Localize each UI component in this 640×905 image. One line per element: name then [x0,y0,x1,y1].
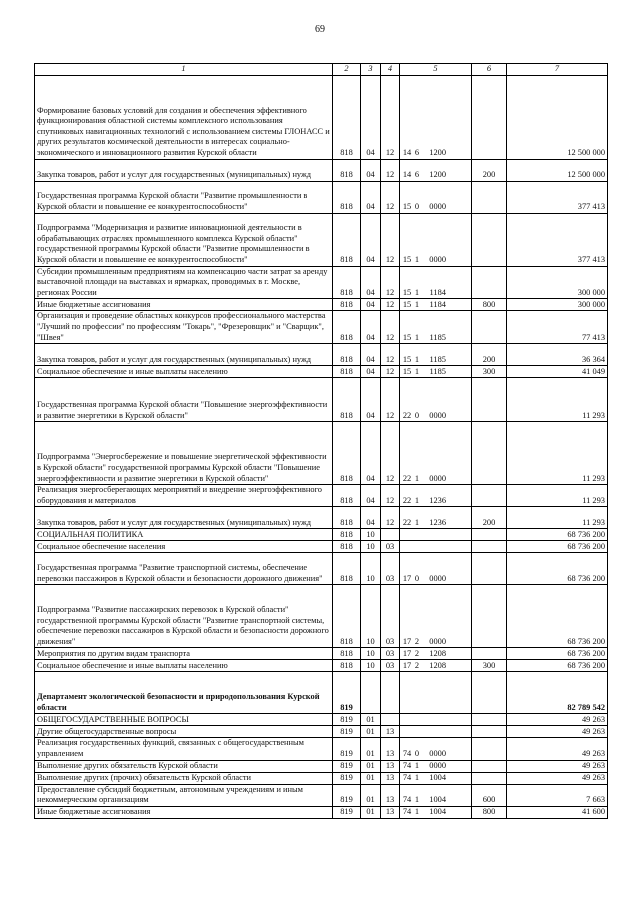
section-code: 04 [361,344,381,366]
expense-type-code [472,726,507,738]
subprogram-code: 1 [414,517,420,527]
amount: 12 500 000 [507,159,608,181]
direction-code: 0000 [429,202,446,211]
row-name: Закупка товаров, работ и услуг для государственных (муниципальных) нужд [35,507,333,529]
program-code: 17 [402,648,412,658]
table-row [35,772,608,784]
program-code: 22 [402,410,412,420]
amount: 11 293 [507,485,608,507]
admin-code: 819 [333,784,361,806]
subsection-code: 12 [381,378,400,422]
admin-code: 818 [333,529,361,541]
subprogram-code: 0 [414,410,420,420]
table-row [35,541,608,553]
admin-code: 818 [333,213,361,266]
section-code: 04 [361,485,381,507]
target-article-code [400,672,472,714]
amount: 68 736 200 [507,541,608,553]
admin-code: 818 [333,541,361,553]
program-code: 17 [402,573,412,583]
program-code: 15 [402,255,412,264]
target-article-code [400,760,472,772]
admin-code: 819 [333,726,361,738]
amount: 7 663 [507,784,608,806]
admin-code: 819 [333,806,361,818]
direction-code: 1200 [429,148,446,157]
table-row [35,485,608,507]
subprogram-code: 1 [414,473,420,483]
row-name: Выполнение других (прочих) обязательств Курской области [35,772,333,784]
admin-code: 818 [333,266,361,299]
section-code: 10 [361,585,381,648]
amount: 68 736 200 [507,553,608,585]
row-name: Подпрограмма "Энергосбережение и повышение энергетической эффективности в Курской области" государственной программы Курской области "Повышение энергоэффективности и развитие энергетики в Курской области" [35,422,333,485]
column-header: 2 [333,64,361,76]
target-article-code [400,784,472,806]
row-name: ОБЩЕГОСУДАРСТВЕННЫЕ ВОПРОСЫ [35,714,333,726]
section-code: 04 [361,159,381,181]
table-row [35,726,608,738]
row-name: Предоставление субсидий бюджетным, автономным учреждениям и иным некоммерческим организациям [35,784,333,806]
admin-code: 818 [333,366,361,378]
expense-type-code [472,422,507,485]
amount: 11 293 [507,507,608,529]
amount: 68 736 200 [507,585,608,648]
column-header: 1 [35,64,333,76]
table-row [35,75,608,159]
row-name: Иные бюджетные ассигнования [35,806,333,818]
admin-code: 818 [333,507,361,529]
admin-code: 818 [333,660,361,672]
admin-code: 818 [333,344,361,366]
subprogram-code: 1 [414,332,420,342]
direction-code: 1004 [429,807,446,817]
target-article-code [400,213,472,266]
section-code: 10 [361,648,381,660]
row-name: Государственная программа Курской области "Развитие промышленности в Курской области и повышение ее конкурентоспособности" [35,181,333,213]
row-name: Другие общегосударственные вопросы [35,726,333,738]
row-name: СОЦИАЛЬНАЯ ПОЛИТИКА [35,529,333,541]
amount: 11 293 [507,422,608,485]
target-article-code [400,648,472,660]
subprogram-code: 1 [414,287,420,297]
direction-code: 1004 [429,772,446,782]
subsection-code: 12 [381,485,400,507]
expense-type-code [472,760,507,772]
subsection-code: 13 [381,760,400,772]
row-name: Реализация государственных функций, связанных с общегосударственным управлением [35,738,333,760]
section-code: 04 [361,75,381,159]
subprogram-code: 1 [414,760,420,770]
program-code: 15 [402,299,412,309]
amount: 49 263 [507,738,608,760]
admin-code: 818 [333,299,361,311]
subprogram-code: 1 [414,495,420,505]
section-code: 01 [361,726,381,738]
table-row [35,507,608,529]
expense-type-code [472,772,507,784]
section-code: 04 [361,507,381,529]
amount: 49 263 [507,726,608,738]
expense-type-code [472,529,507,541]
subprogram-code: 1 [414,795,420,805]
subprogram-code: 0 [414,748,420,758]
section-code: 01 [361,738,381,760]
admin-code: 818 [333,378,361,422]
admin-code: 818 [333,311,361,344]
subprogram-code: 1 [414,354,420,364]
subsection-code: 12 [381,366,400,378]
direction-code: 0000 [429,573,446,583]
page-number: 69 [315,24,325,35]
direction-code: 0000 [429,636,446,646]
subsection-code: 13 [381,772,400,784]
row-name: Организация и проведение областных конкурсов профессионального мастерства "Лучший по профессии" по профессиям "Токарь", "Фрезеровщик" и "Сварщик", "Швея" [35,311,333,344]
subsection-code: 12 [381,507,400,529]
subprogram-code: 1 [414,772,420,782]
admin-code: 819 [333,760,361,772]
direction-code: 1185 [429,366,446,376]
row-name: Формирование базовых условий для создания и обеспечения эффективного функционирования областной системы комплексного использования спутниковых навигационных технологий с использованием системы ГЛОНАСС и других результатов космической деятельности в интересах социально-экономического и инновационного развития Курской области [35,75,333,159]
subprogram-code: 6 [414,170,420,179]
table-row [35,714,608,726]
table-row [35,760,608,772]
section-code: 10 [361,529,381,541]
subsection-code: 12 [381,75,400,159]
expense-type-code: 600 [472,784,507,806]
expense-type-code [472,672,507,714]
direction-code: 1185 [429,332,446,342]
target-article-code [400,714,472,726]
subsection-code [381,529,400,541]
admin-code: 819 [333,714,361,726]
target-article-code [400,507,472,529]
expense-type-code [472,485,507,507]
expense-type-code [472,553,507,585]
subsection-code: 13 [381,806,400,818]
row-name: Государственная программа Курской области "Повышение энергоэффективности и развитие энергетики в Курской области" [35,378,333,422]
subprogram-code: 0 [414,202,420,211]
row-name: Подпрограмма "Модернизация и развитие инновационной деятельности в обрабатывающих отраслях промышленного комплекса Курской области" государственной программы Курской области "Развитие промышленности в Курской области и повышение ее конкурентоспособности" [35,213,333,266]
section-code [361,672,381,714]
subsection-code: 12 [381,213,400,266]
table-row [35,660,608,672]
amount: 377 413 [507,181,608,213]
target-article-code [400,772,472,784]
table-row [35,784,608,806]
program-code: 74 [402,807,412,817]
target-article-code [400,181,472,213]
section-code: 04 [361,422,381,485]
direction-code: 0000 [429,760,446,770]
table-row [35,648,608,660]
section-code: 01 [361,760,381,772]
program-code: 22 [402,473,412,483]
program-code: 15 [402,287,412,297]
subprogram-code: 1 [414,366,420,376]
target-article-code [400,541,472,553]
program-code: 74 [402,760,412,770]
target-article-code [400,311,472,344]
target-article-code [400,806,472,818]
target-article-code [400,366,472,378]
column-header: 5 [400,64,472,76]
row-name: Государственная программа "Развитие транспортной системы, обеспечение перевозки пассажиров в Курской области и безопасности дорожного движения" [35,553,333,585]
amount: 77 413 [507,311,608,344]
admin-code: 819 [333,738,361,760]
expense-type-code [472,714,507,726]
row-name: Подпрограмма "Развитие пассажирских перевозок в Курской области" государственной программы Курской области "Развитие транспортной системы, обеспечение перевозки пассажиров в Курской области и безопасности дорожного движения" [35,585,333,648]
amount: 82 789 542 [507,672,608,714]
expense-type-code: 200 [472,507,507,529]
program-code: 17 [402,660,412,670]
expense-type-code [472,213,507,266]
section-code: 01 [361,784,381,806]
program-code: 74 [402,795,412,805]
row-name: Мероприятия по другим видам транспорта [35,648,333,660]
direction-code: 1236 [429,495,446,505]
target-article-code [400,422,472,485]
direction-code: 1208 [429,660,446,670]
program-code: 22 [402,495,412,505]
table-row [35,529,608,541]
target-article-code [400,585,472,648]
row-name: Закупка товаров, работ и услуг для государственных (муниципальных) нужд [35,344,333,366]
amount: 11 293 [507,378,608,422]
section-code: 01 [361,806,381,818]
subsection-code: 12 [381,344,400,366]
amount: 68 736 200 [507,648,608,660]
target-article-code [400,660,472,672]
target-article-code [400,726,472,738]
table-header-row [35,64,608,76]
subsection-code: 03 [381,648,400,660]
target-article-code [400,75,472,159]
section-code: 04 [361,181,381,213]
budget-table [34,63,608,819]
amount: 41 600 [507,806,608,818]
program-code: 14 [402,170,412,179]
subsection-code: 13 [381,784,400,806]
admin-code: 819 [333,672,361,714]
expense-type-code [472,378,507,422]
subprogram-code: 6 [414,148,420,157]
section-code: 04 [361,299,381,311]
direction-code: 1236 [429,517,446,527]
subsection-code: 03 [381,553,400,585]
table-row [35,553,608,585]
row-name: Реализация энергосберегающих мероприятий и внедрение энергоэффективного оборудования и материалов [35,485,333,507]
program-code: 22 [402,517,412,527]
section-code: 04 [361,366,381,378]
subprogram-code: 1 [414,807,420,817]
expense-type-code: 300 [472,366,507,378]
expense-type-code [472,648,507,660]
subsection-code: 03 [381,585,400,648]
table-row [35,311,608,344]
table-row [35,159,608,181]
amount: 41 049 [507,366,608,378]
subsection-code [381,714,400,726]
subprogram-code: 2 [414,648,420,658]
admin-code: 819 [333,772,361,784]
expense-type-code [472,311,507,344]
table-row [35,806,608,818]
expense-type-code [472,266,507,299]
section-code: 04 [361,213,381,266]
expense-type-code: 800 [472,806,507,818]
admin-code: 818 [333,159,361,181]
program-code: 74 [402,772,412,782]
row-name: Социальное обеспечение и иные выплаты населению [35,366,333,378]
section-code: 10 [361,553,381,585]
subprogram-code: 2 [414,660,420,670]
program-code: 15 [402,202,412,211]
subsection-code: 12 [381,266,400,299]
expense-type-code [472,585,507,648]
amount: 68 736 200 [507,529,608,541]
target-article-code [400,159,472,181]
target-article-code [400,553,472,585]
expense-type-code: 300 [472,660,507,672]
row-name: Социальное обеспечение населения [35,541,333,553]
expense-type-code: 200 [472,159,507,181]
subsection-code: 13 [381,726,400,738]
direction-code: 1200 [429,170,446,179]
target-article-code [400,378,472,422]
section-code: 04 [361,311,381,344]
amount: 12 500 000 [507,75,608,159]
target-article-code [400,266,472,299]
table-row [35,378,608,422]
expense-type-code [472,181,507,213]
section-code: 10 [361,660,381,672]
subsection-code: 12 [381,299,400,311]
section-code: 10 [361,541,381,553]
row-name: Субсидии промышленным предприятиям на компенсацию части затрат за аренду выставочной площади на выставках и ярмарках, проводимых в г. Москве, регионах России [35,266,333,299]
direction-code: 1208 [429,648,446,658]
program-code: 17 [402,636,412,646]
table-row [35,366,608,378]
column-header: 7 [507,64,608,76]
subprogram-code: 1 [414,255,420,264]
admin-code: 818 [333,485,361,507]
amount: 300 000 [507,299,608,311]
amount: 49 263 [507,772,608,784]
direction-code: 1185 [429,354,446,364]
subsection-code [381,672,400,714]
admin-code: 818 [333,75,361,159]
program-code: 15 [402,354,412,364]
amount: 49 263 [507,714,608,726]
direction-code: 0000 [429,255,446,264]
admin-code: 818 [333,553,361,585]
program-code: 14 [402,148,412,157]
table-row [35,738,608,760]
section-code: 01 [361,772,381,784]
table-row [35,585,608,648]
subsection-code: 12 [381,422,400,485]
table-row [35,422,608,485]
target-article-code [400,485,472,507]
expense-type-code [472,75,507,159]
subsection-code: 12 [381,159,400,181]
table-row [35,299,608,311]
subsection-code: 03 [381,541,400,553]
direction-code: 0000 [429,473,446,483]
row-name: Выполнение других обязательств Курской области [35,760,333,772]
column-header: 4 [381,64,400,76]
column-header: 3 [361,64,381,76]
row-name: Социальное обеспечение и иные выплаты населению [35,660,333,672]
admin-code: 818 [333,181,361,213]
target-article-code [400,299,472,311]
direction-code: 1184 [429,287,446,297]
target-article-code [400,738,472,760]
program-code: 15 [402,366,412,376]
amount: 36 364 [507,344,608,366]
subsection-code: 12 [381,181,400,213]
expense-type-code: 200 [472,344,507,366]
section-code: 04 [361,378,381,422]
direction-code: 1184 [429,299,446,309]
row-name: Закупка товаров, работ и услуг для государственных (муниципальных) нужд [35,159,333,181]
subsection-code: 12 [381,311,400,344]
direction-code: 0000 [429,748,446,758]
section-code: 01 [361,714,381,726]
subprogram-code: 1 [414,299,420,309]
table-row [35,181,608,213]
subprogram-code: 0 [414,573,420,583]
subsection-code: 03 [381,660,400,672]
table-row [35,344,608,366]
table-row [35,266,608,299]
amount: 300 000 [507,266,608,299]
admin-code: 818 [333,648,361,660]
column-header: 6 [472,64,507,76]
amount: 68 736 200 [507,660,608,672]
amount: 377 413 [507,213,608,266]
admin-code: 818 [333,585,361,648]
table-row [35,213,608,266]
program-code: 15 [402,332,412,342]
program-code: 74 [402,748,412,758]
amount: 49 263 [507,760,608,772]
expense-type-code [472,541,507,553]
direction-code: 0000 [429,410,446,420]
section-code: 04 [361,266,381,299]
expense-type-code [472,738,507,760]
target-article-code [400,529,472,541]
row-name: Департамент экологической безопасности и природопользования Курской области [35,672,333,714]
direction-code: 1004 [429,795,446,805]
target-article-code [400,344,472,366]
subsection-code: 13 [381,738,400,760]
admin-code: 818 [333,422,361,485]
table-row [35,672,608,714]
subprogram-code: 2 [414,636,420,646]
expense-type-code: 800 [472,299,507,311]
row-name: Иные бюджетные ассигнования [35,299,333,311]
